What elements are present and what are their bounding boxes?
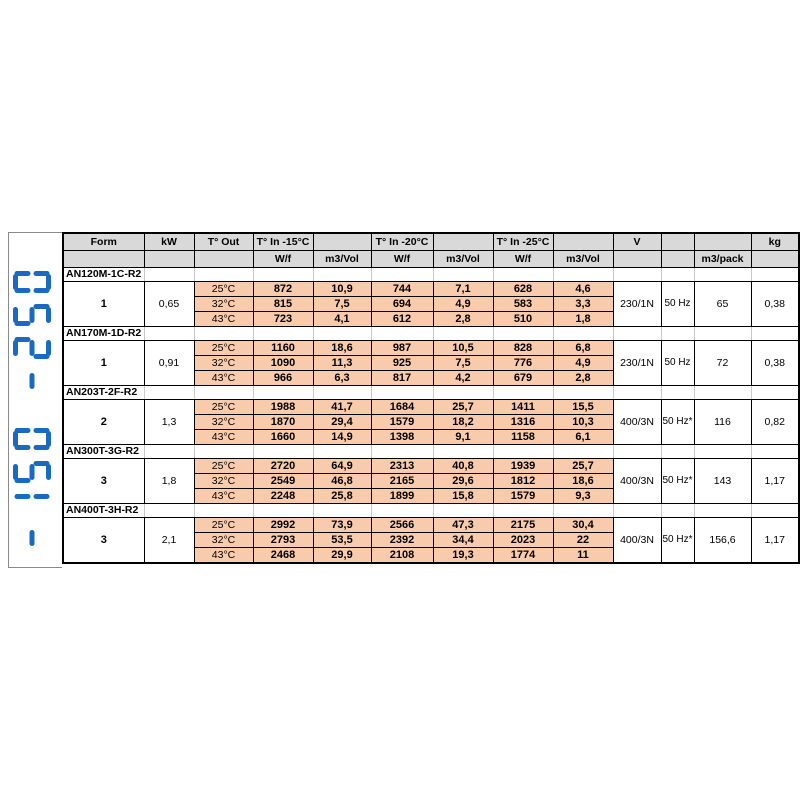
frequency-cell: 50 Hz* — [661, 459, 694, 504]
temp-out-cell: 43°C — [194, 371, 253, 386]
model-row-spacer-cell — [433, 327, 493, 341]
frequency-cell: 50 Hz* — [661, 518, 694, 564]
value-cell: 7,5 — [313, 297, 371, 312]
value-cell: 9,1 — [433, 430, 493, 445]
model-row-spacer-cell — [553, 386, 613, 400]
temp-out-cell: 32°C — [194, 474, 253, 489]
value-cell: 30,4 — [553, 518, 613, 533]
model-row-spacer-cell — [661, 386, 694, 400]
value-cell: 744 — [371, 282, 433, 297]
value-cell: 828 — [493, 341, 553, 356]
temp-out-cell: 25°C — [194, 282, 253, 297]
m3-pack-cell: 65 — [694, 282, 751, 327]
value-cell: 3,3 — [553, 297, 613, 312]
temp-out-cell: 32°C — [194, 415, 253, 430]
value-cell: 2992 — [253, 518, 313, 533]
value-cell: 29,9 — [313, 548, 371, 564]
value-cell: 64,9 — [313, 459, 371, 474]
model-row-spacer-cell — [144, 268, 194, 282]
value-cell: 2,8 — [553, 371, 613, 386]
value-cell: 1398 — [371, 430, 433, 445]
model-name-cell: AN300T-3G-R2 — [63, 445, 144, 459]
value-cell: 29,6 — [433, 474, 493, 489]
frequency-cell: 50 Hz* — [661, 400, 694, 445]
value-cell: 6,1 — [553, 430, 613, 445]
column-unit-header: m3/pack — [694, 251, 751, 268]
value-cell: 4,9 — [433, 297, 493, 312]
value-cell: 776 — [493, 356, 553, 371]
value-cell: 1158 — [493, 430, 553, 445]
model-name-cell: AN170M-1D-R2 — [63, 327, 144, 341]
value-cell: 723 — [253, 312, 313, 327]
value-cell: 6,8 — [553, 341, 613, 356]
value-cell: 1988 — [253, 400, 313, 415]
value-cell: 73,9 — [313, 518, 371, 533]
voltage-cell: 230/1N — [613, 282, 661, 327]
value-cell: 817 — [371, 371, 433, 386]
value-cell: 1684 — [371, 400, 433, 415]
value-cell: 29,4 — [313, 415, 371, 430]
value-cell: 1411 — [493, 400, 553, 415]
column-group-header: kW — [144, 233, 194, 251]
model-row-spacer-cell — [661, 327, 694, 341]
value-cell: 628 — [493, 282, 553, 297]
temp-out-cell: 43°C — [194, 430, 253, 445]
model-row-spacer-cell — [433, 445, 493, 459]
value-cell: 2793 — [253, 533, 313, 548]
value-cell: 25,8 — [313, 489, 371, 504]
form-cell: 3 — [63, 518, 144, 564]
value-cell: 679 — [493, 371, 553, 386]
weight-cell: 1,17 — [751, 518, 799, 564]
column-unit-header: m3/Vol — [433, 251, 493, 268]
value-cell: 1316 — [493, 415, 553, 430]
value-cell: 2248 — [253, 489, 313, 504]
column-unit-header — [751, 251, 799, 268]
value-cell: 1579 — [371, 415, 433, 430]
kw-cell: 2,1 — [144, 518, 194, 564]
column-group-header: kg — [751, 233, 799, 251]
frequency-cell: 50 Hz — [661, 282, 694, 327]
model-row-spacer-cell — [613, 268, 661, 282]
value-cell: 4,1 — [313, 312, 371, 327]
value-cell: 2313 — [371, 459, 433, 474]
model-row-spacer-cell — [493, 268, 553, 282]
model-row-spacer-cell — [493, 445, 553, 459]
value-cell: 14,9 — [313, 430, 371, 445]
value-cell: 7,5 — [433, 356, 493, 371]
value-cell: 510 — [493, 312, 553, 327]
voltage-cell: 400/3N — [613, 518, 661, 564]
value-cell: 2175 — [493, 518, 553, 533]
value-cell: 34,4 — [433, 533, 493, 548]
column-group-header — [661, 233, 694, 251]
value-cell: 25,7 — [553, 459, 613, 474]
model-row-spacer-cell — [313, 504, 371, 518]
m3-pack-cell: 116 — [694, 400, 751, 445]
model-row-spacer-cell — [661, 445, 694, 459]
model-name-cell: AN120M-1C-R2 — [63, 268, 144, 282]
value-cell: 10,9 — [313, 282, 371, 297]
model-row-spacer-cell — [661, 504, 694, 518]
model-row-spacer-cell — [661, 268, 694, 282]
value-cell: 22 — [553, 533, 613, 548]
model-name-cell: AN203T-2F-R2 — [63, 386, 144, 400]
kw-cell: 0,91 — [144, 341, 194, 386]
model-row-spacer-cell — [694, 268, 751, 282]
temp-out-cell: 32°C — [194, 533, 253, 548]
column-unit-header — [63, 251, 144, 268]
voltage-cell: 400/3N — [613, 400, 661, 445]
column-group-header — [694, 233, 751, 251]
value-cell: 46,8 — [313, 474, 371, 489]
temp-out-cell: 43°C — [194, 548, 253, 564]
value-cell: 694 — [371, 297, 433, 312]
value-cell: 2392 — [371, 533, 433, 548]
model-row-spacer-cell — [313, 268, 371, 282]
column-unit-header: m3/Vol — [313, 251, 371, 268]
value-cell: 966 — [253, 371, 313, 386]
m3-pack-cell: 156,6 — [694, 518, 751, 564]
column-group-header: T° In -25°C — [493, 233, 553, 251]
value-cell: 15,8 — [433, 489, 493, 504]
model-row-spacer-cell — [694, 386, 751, 400]
value-cell: 2108 — [371, 548, 433, 564]
m3-pack-cell: 72 — [694, 341, 751, 386]
value-cell: 2468 — [253, 548, 313, 564]
model-row-spacer-cell — [313, 386, 371, 400]
seven-segment-display-panel — [8, 232, 62, 568]
model-row-spacer-cell — [194, 327, 253, 341]
model-row-spacer-cell — [553, 445, 613, 459]
model-row-spacer-cell — [751, 268, 799, 282]
value-cell: 1812 — [493, 474, 553, 489]
value-cell: 1090 — [253, 356, 313, 371]
model-row-spacer-cell — [751, 327, 799, 341]
column-unit-header — [613, 251, 661, 268]
model-row-spacer-cell — [144, 445, 194, 459]
value-cell: 19,3 — [433, 548, 493, 564]
value-cell: 9,3 — [553, 489, 613, 504]
weight-cell: 1,17 — [751, 459, 799, 504]
model-row-spacer-cell — [751, 504, 799, 518]
column-group-header: T° Out — [194, 233, 253, 251]
model-row-spacer-cell — [371, 268, 433, 282]
value-cell: 18,6 — [313, 341, 371, 356]
value-cell: 612 — [371, 312, 433, 327]
value-cell: 815 — [253, 297, 313, 312]
value-cell: 925 — [371, 356, 433, 371]
model-row-spacer-cell — [433, 504, 493, 518]
model-row-spacer-cell — [144, 327, 194, 341]
value-cell: 2566 — [371, 518, 433, 533]
temp-out-cell: 25°C — [194, 400, 253, 415]
model-row-spacer-cell — [144, 386, 194, 400]
column-group-header: T° In -20°C — [371, 233, 433, 251]
model-row-spacer-cell — [694, 445, 751, 459]
kw-cell: 1,8 — [144, 459, 194, 504]
model-row-spacer-cell — [253, 327, 313, 341]
value-cell: 2549 — [253, 474, 313, 489]
value-cell: 4,9 — [553, 356, 613, 371]
kw-cell: 0,65 — [144, 282, 194, 327]
value-cell: 987 — [371, 341, 433, 356]
weight-cell: 0,82 — [751, 400, 799, 445]
model-row-spacer-cell — [371, 445, 433, 459]
temp-out-cell: 25°C — [194, 459, 253, 474]
value-cell: 2023 — [493, 533, 553, 548]
model-row-spacer-cell — [694, 327, 751, 341]
form-cell: 1 — [63, 282, 144, 327]
kw-cell: 1,3 — [144, 400, 194, 445]
column-unit-header: m3/Vol — [553, 251, 613, 268]
model-row-spacer-cell — [493, 386, 553, 400]
value-cell: 40,8 — [433, 459, 493, 474]
value-cell: 10,5 — [433, 341, 493, 356]
value-cell: 1774 — [493, 548, 553, 564]
value-cell: 11,3 — [313, 356, 371, 371]
value-cell: 1,8 — [553, 312, 613, 327]
value-cell: 583 — [493, 297, 553, 312]
model-row-spacer-cell — [371, 504, 433, 518]
value-cell: 2,8 — [433, 312, 493, 327]
column-group-header: V — [613, 233, 661, 251]
model-row-spacer-cell — [553, 504, 613, 518]
value-cell: 41,7 — [313, 400, 371, 415]
column-group-header — [553, 233, 613, 251]
value-cell: 10,3 — [553, 415, 613, 430]
value-cell: 6,3 — [313, 371, 371, 386]
model-row-spacer-cell — [253, 268, 313, 282]
value-cell: 4,6 — [553, 282, 613, 297]
model-row-spacer-cell — [694, 504, 751, 518]
model-row-spacer-cell — [751, 386, 799, 400]
column-group-header — [433, 233, 493, 251]
value-cell: 53,5 — [313, 533, 371, 548]
column-unit-header: W/f — [253, 251, 313, 268]
model-row-spacer-cell — [493, 504, 553, 518]
value-cell: 872 — [253, 282, 313, 297]
value-cell: 2165 — [371, 474, 433, 489]
model-row-spacer-cell — [553, 327, 613, 341]
column-unit-header — [194, 251, 253, 268]
model-row-spacer-cell — [371, 327, 433, 341]
model-row-spacer-cell — [751, 445, 799, 459]
value-cell: 1899 — [371, 489, 433, 504]
model-row-spacer-cell — [253, 504, 313, 518]
column-unit-header: W/f — [371, 251, 433, 268]
model-row-spacer-cell — [613, 504, 661, 518]
value-cell: 25,7 — [433, 400, 493, 415]
value-cell: 1939 — [493, 459, 553, 474]
value-cell: 2720 — [253, 459, 313, 474]
model-row-spacer-cell — [553, 268, 613, 282]
value-cell: 11 — [553, 548, 613, 564]
column-unit-header: W/f — [493, 251, 553, 268]
temp-out-cell: 25°C — [194, 341, 253, 356]
lcd-reading-upper — [13, 260, 51, 392]
model-name-cell: AN400T-3H-R2 — [63, 504, 144, 518]
model-row-spacer-cell — [313, 327, 371, 341]
model-row-spacer-cell — [194, 386, 253, 400]
temp-out-cell: 32°C — [194, 356, 253, 371]
column-group-header — [313, 233, 371, 251]
model-row-spacer-cell — [371, 386, 433, 400]
value-cell: 1160 — [253, 341, 313, 356]
value-cell: 1579 — [493, 489, 553, 504]
value-cell: 4,2 — [433, 371, 493, 386]
form-cell: 3 — [63, 459, 144, 504]
value-cell: 18,2 — [433, 415, 493, 430]
model-row-spacer-cell — [194, 445, 253, 459]
lcd-reading-lower — [13, 417, 51, 549]
spec-table — [62, 232, 800, 564]
model-row-spacer-cell — [253, 445, 313, 459]
model-row-spacer-cell — [194, 268, 253, 282]
model-row-spacer-cell — [144, 504, 194, 518]
model-row-spacer-cell — [493, 327, 553, 341]
column-group-header: T° In -15°C — [253, 233, 313, 251]
temp-out-cell: 43°C — [194, 489, 253, 504]
model-row-spacer-cell — [194, 504, 253, 518]
model-row-spacer-cell — [613, 445, 661, 459]
voltage-cell: 230/1N — [613, 341, 661, 386]
temp-out-cell: 25°C — [194, 518, 253, 533]
voltage-cell: 400/3N — [613, 459, 661, 504]
frequency-cell: 50 Hz — [661, 341, 694, 386]
form-cell: 1 — [63, 341, 144, 386]
column-unit-header — [144, 251, 194, 268]
model-row-spacer-cell — [613, 386, 661, 400]
value-cell: 7,1 — [433, 282, 493, 297]
value-cell: 1660 — [253, 430, 313, 445]
model-row-spacer-cell — [433, 386, 493, 400]
model-row-spacer-cell — [313, 445, 371, 459]
model-row-spacer-cell — [433, 268, 493, 282]
value-cell: 1870 — [253, 415, 313, 430]
weight-cell: 0,38 — [751, 341, 799, 386]
model-row-spacer-cell — [613, 327, 661, 341]
m3-pack-cell: 143 — [694, 459, 751, 504]
value-cell: 18,6 — [553, 474, 613, 489]
temp-out-cell: 32°C — [194, 297, 253, 312]
temp-out-cell: 43°C — [194, 312, 253, 327]
model-row-spacer-cell — [253, 386, 313, 400]
column-unit-header — [661, 251, 694, 268]
value-cell: 15,5 — [553, 400, 613, 415]
column-group-header: Form — [63, 233, 144, 251]
weight-cell: 0,38 — [751, 282, 799, 327]
form-cell: 2 — [63, 400, 144, 445]
value-cell: 47,3 — [433, 518, 493, 533]
